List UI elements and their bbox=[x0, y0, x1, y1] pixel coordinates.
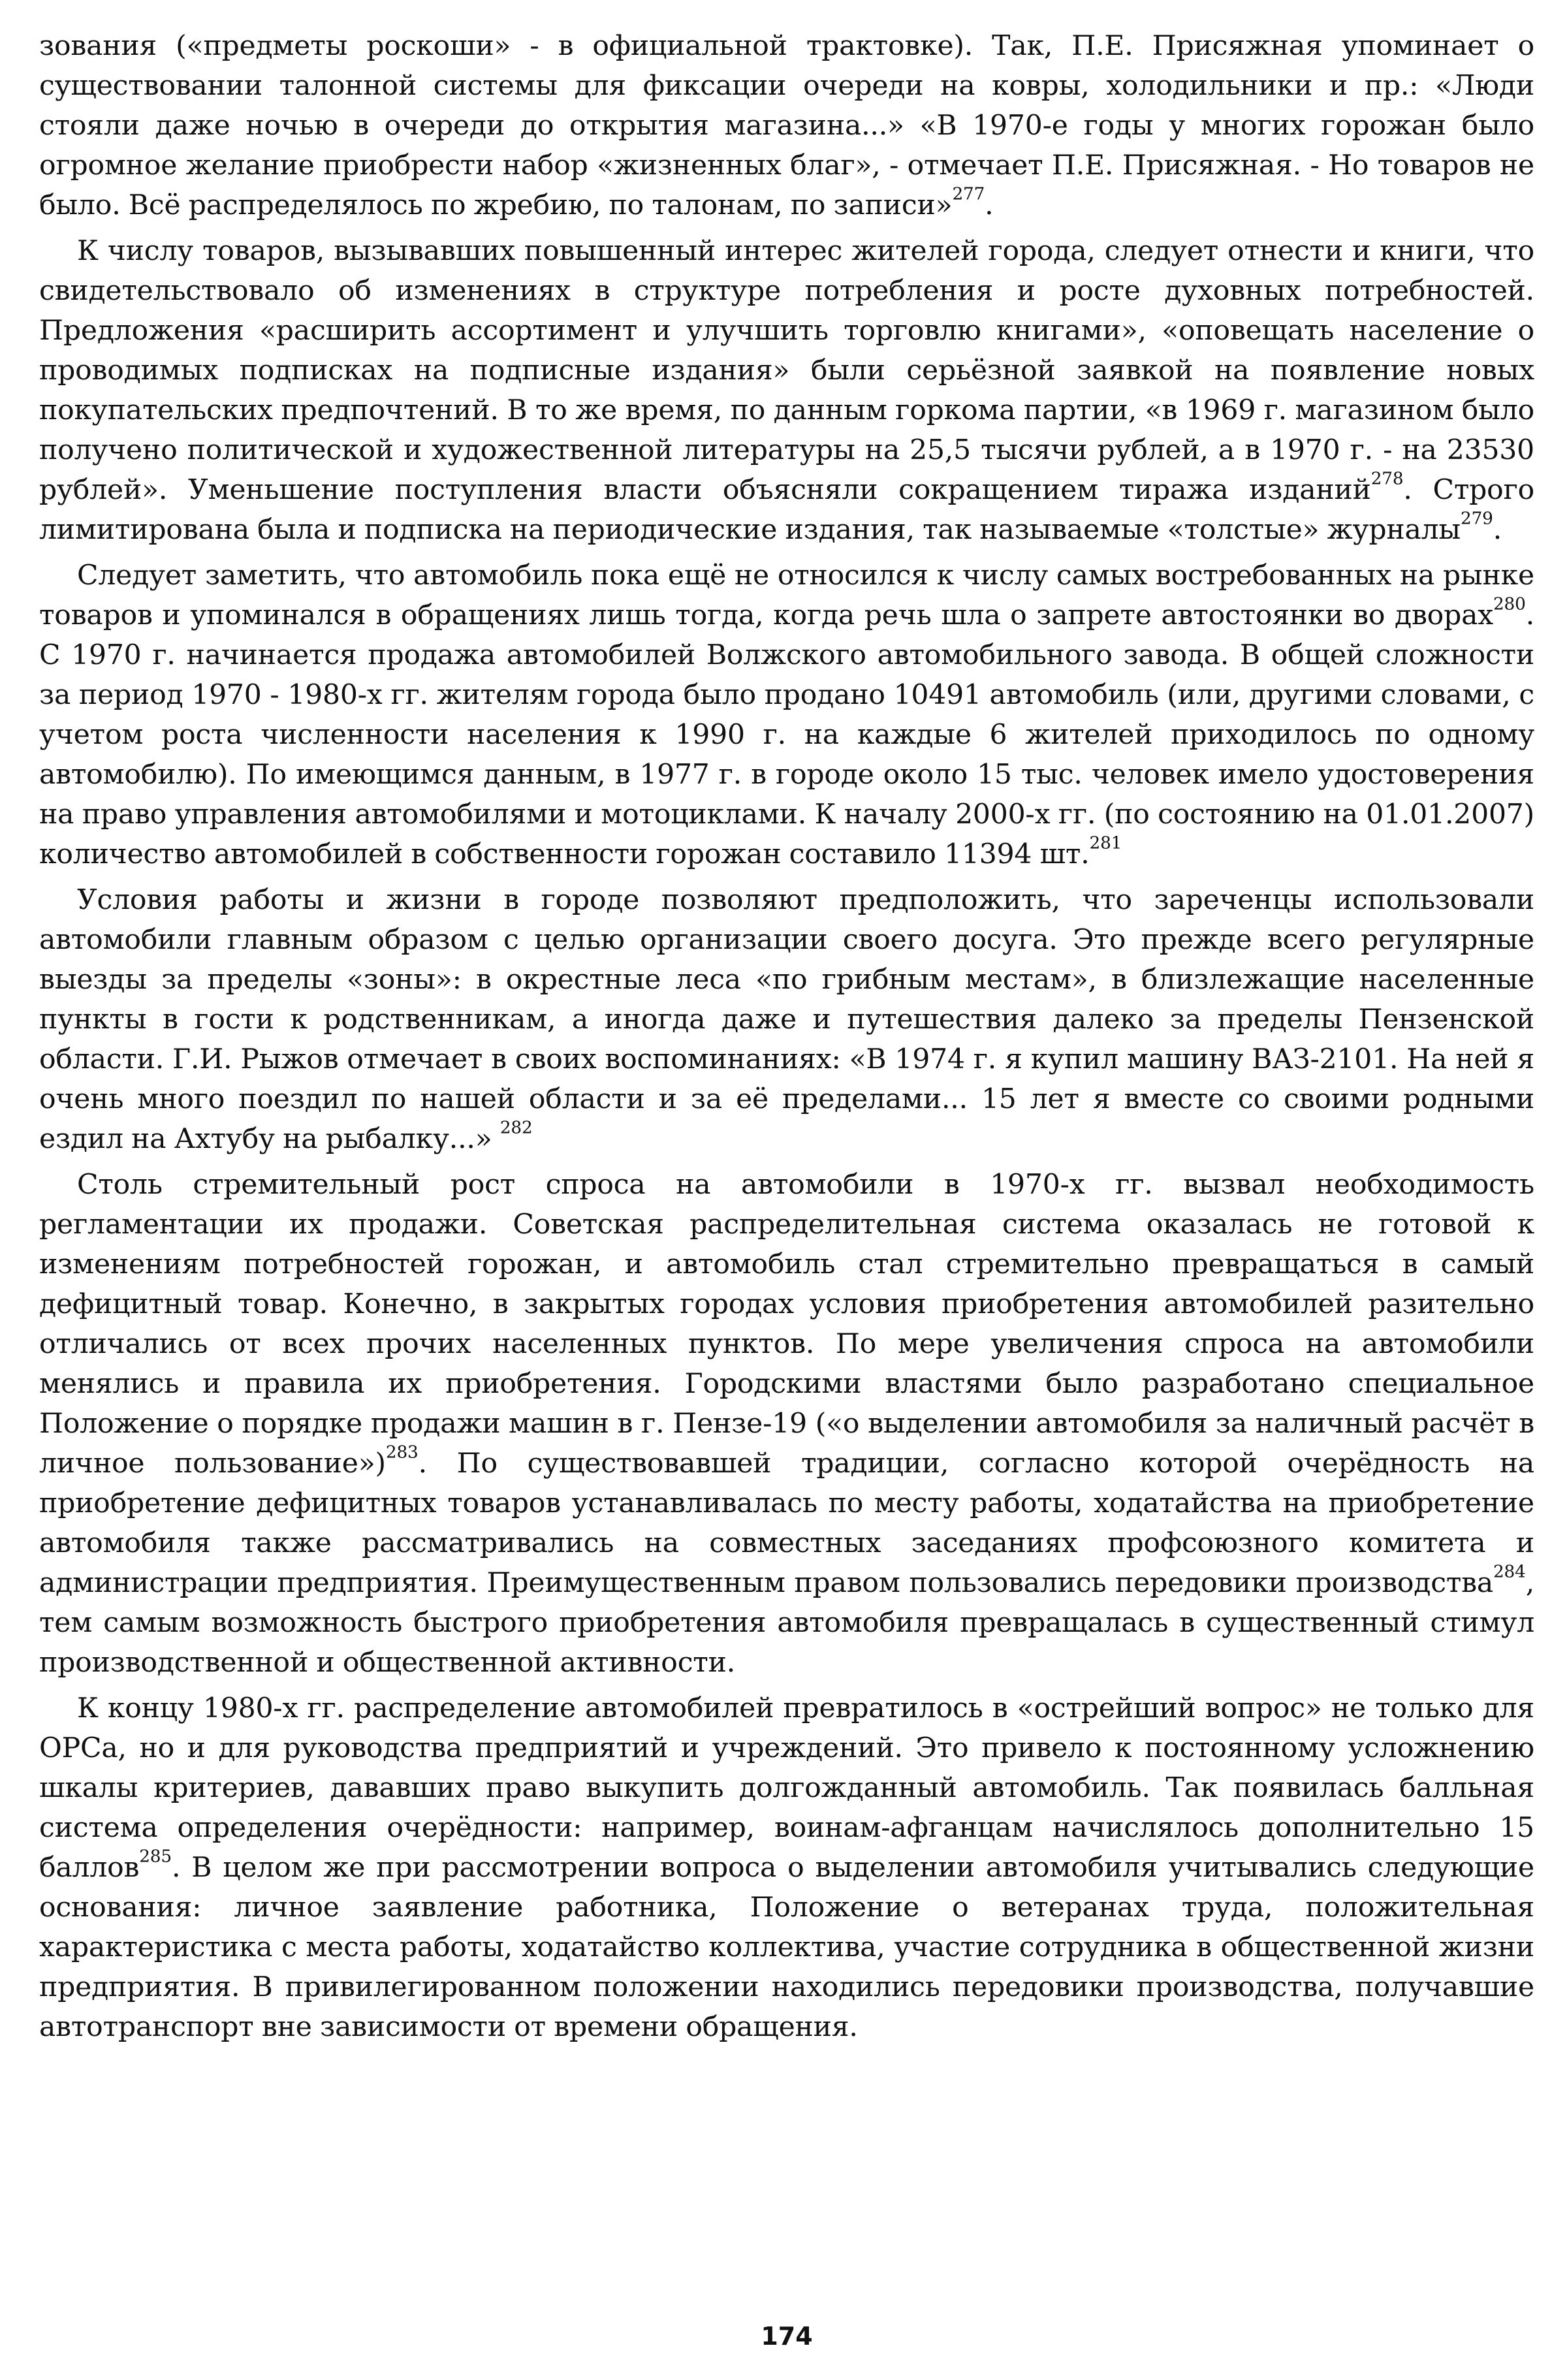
paragraph bbox=[39, 880, 1534, 1159]
text-run: Следует заметить, что автомобиль пока ещё не относился к числу самых востребованных на рынке товаров и упоминался в обращениях лишь тогда, когда речь шла о запрете автостоянки во дворах bbox=[39, 560, 1534, 631]
text-run: . Строго лимитирована была и подписка на периодические издания, так называемые «толстые» журналы bbox=[39, 474, 1534, 546]
paragraph bbox=[39, 231, 1534, 550]
text-run: . bbox=[1493, 514, 1502, 546]
footnote-ref[interactable]: 282 bbox=[499, 1118, 533, 1138]
text-run: . В целом же при рассмотрении вопроса о выделении автомобиля учитывались следующие основания: личное заявление работника, Положение о ветеранах труда, положительная характеристика с места работы, ходатайство коллектива, участие сотрудника в общественной жизни предприятия. В привилегированном положении находились передовики производства, получавшие автотранспорт вне зависимости от времени обращения. bbox=[39, 1852, 1534, 2043]
footnote-ref[interactable]: 285 bbox=[139, 1847, 172, 1867]
text-run: . С 1970 г. начинается продажа автомобилей Волжского автомобильного завода. В общей сложности за период 1970 - 1980-х гг. жителям города было продано 10491 автомобиль (или, другими словами, с учетом роста численности населения к 1990 г. на каждые 6 жителей приходилось по одному автомобилю). По имеющимся данным, в 1977 г. в городе около 15 тыс. человек имело удостоверения на право управления автомобилями и мотоциклами. К началу 2000-х гг. (по состоянию на 01.01.2007) количество автомобилей в собственности горожан составило 11394 шт. bbox=[39, 599, 1534, 870]
text-run: , тем самым возможность быстрого приобретения автомобиля превращалась в существенный стимул производственной и общественной активности. bbox=[39, 1567, 1534, 1679]
footnote-ref[interactable]: 283 bbox=[385, 1442, 419, 1463]
text-run: зования («предметы роскоши» - в официальной трактовке). Так, П.Е. Присяжная упоминает о существовании талонной системы для фиксации очереди на ковры, холодильники и пр.: «Люди стояли даже ночью в очереди до открытия магазина...» «В 1970-е годы у многих горожан было огромное желание приобрести набор «жизненных благ», - отмечает П.Е. Присяжная. - Но товаров не было. Всё распределялось по жребию, по талонам, по записи» bbox=[39, 30, 1534, 221]
document-page bbox=[39, 26, 1534, 2351]
text-run: . bbox=[985, 189, 994, 221]
paragraph bbox=[39, 26, 1534, 225]
text-run: К числу товаров, вызывавших повышенный интерес жителей города, следует отнести и книги, что свидетельствовало об изменениях в структуре потребления и росте духовных потребностей. Предложения «расширить ассортимент и улучшить торговлю книгами», «оповещать население о проводимых подписках на подписные издания» были серьёзной заявкой на появление новых покупательских предпочтений. В то же время, по данным горкома партии, «в 1969 г. магазином было получено политической и художественной литературы на 25,5 тысячи рублей, а в 1970 г. - на 23530 рублей». Уменьшение поступления власти объясняли сокращением тиража изданий bbox=[39, 235, 1534, 506]
paragraph bbox=[39, 556, 1534, 874]
footnote-ref[interactable]: 281 bbox=[1089, 833, 1122, 853]
footnote-ref[interactable]: 280 bbox=[1493, 594, 1526, 614]
footnote-ref[interactable]: 279 bbox=[1461, 509, 1493, 529]
page-number: 174 bbox=[761, 2322, 813, 2351]
paragraph bbox=[39, 1689, 1534, 2047]
body-text bbox=[39, 26, 1534, 2047]
paragraph bbox=[39, 1165, 1534, 1683]
text-run: Условия работы и жизни в городе позволяют предположить, что зареченцы использовали автомобили главным образом с целью организации своего досуга. Это прежде всего регулярные выезды за пределы «зоны»: в окрестные леса «по грибным местам», в близлежащие населенные пункты в гости к родственникам, а иногда даже и путешествия далеко за пределы Пензенской области. Г.И. Рыжов отмечает в своих воспоминаниях: «В 1974 г. я купил машину ВАЗ-2101. На ней я очень много поездил по нашей области и за её пределами... 15 лет я вместе со своими родными ездил на Ахтубу на рыбалку...» bbox=[39, 884, 1534, 1155]
footnote-ref[interactable]: 284 bbox=[1493, 1562, 1526, 1582]
footnote-ref[interactable]: 277 bbox=[952, 184, 985, 204]
text-run: К концу 1980-х гг. распределение автомобилей превратилось в «острейший вопрос» не только для ОРСа, но и для руководства предприятий и учреждений. Это привело к постоянному усложнению шкалы критериев, дававших право выкупить долгожданный автомобиль. Так появилась балльная система определения очерёдности: например, воинам-афганцам начислялось дополнительно 15 баллов bbox=[39, 1692, 1534, 1884]
text-run: . По существовавшей традиции, согласно которой очерёдность на приобретение дефицитных товаров устанавливалась по месту работы, ходатайства на приобретение автомобиля также рассматривались на совместных заседаниях профсоюзного комитета и администрации предприятия. Преимущественным правом пользовались передовики производства bbox=[39, 1448, 1534, 1599]
footnote-ref[interactable]: 278 bbox=[1370, 469, 1404, 489]
text-run: Столь стремительный рост спроса на автомобили в 1970-х гг. вызвал необходимость регламентации их продажи. Советская распределительная система оказалась не готовой к изменениям потребностей горожан, и автомобиль стал стремительно превращаться в самый дефицитный товар. Конечно, в закрытых городах условия приобретения автомобилей разительно отличались от всех прочих населенных пунктов. По мере увеличения спроса на автомобили менялись и правила их приобретения. Городскими властями было разработано специальное Положение о порядке продажи машин в г. Пензе-19 («о выделении автомобиля за наличный расчёт в личное пользование») bbox=[39, 1169, 1534, 1480]
